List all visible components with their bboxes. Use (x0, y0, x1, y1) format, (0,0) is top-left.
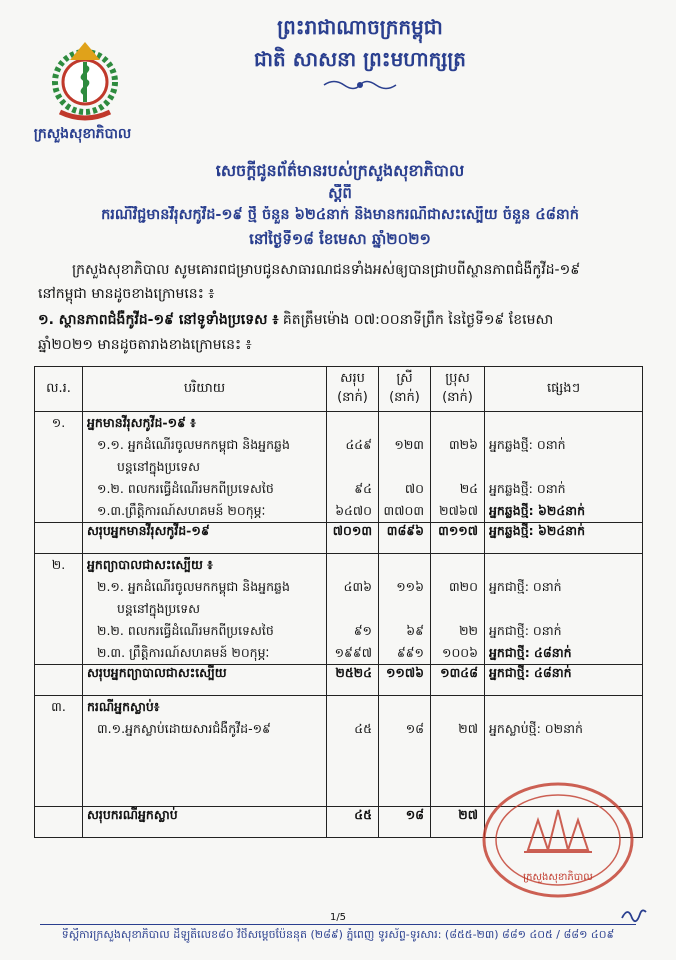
ministry-logo-icon (40, 38, 130, 124)
total-label: សរុបអ្នកព្យាបាលជាសះស្បើយ (83, 665, 327, 696)
signature-icon (618, 904, 648, 926)
row-note: អ្នកជាថ្មី: ០នាក់ អ្នកជាថ្មី: ០នាក់ អ្នកជាថ្មី: ៤៨នាក់ (485, 554, 643, 665)
ornament-icon (322, 78, 398, 92)
total-note: អ្នកឆ្លងថ្មី: ៦២៤នាក់ (485, 523, 643, 554)
total-total: ៧០១៣ (327, 523, 379, 554)
section-1-line-2: ឆ្នាំ២០២១ មានដូចតារាងខាងក្រោមនេះ ៖ (38, 337, 252, 353)
row-total: ៤៤៩ ៩៤ ៦៤៧០ (327, 412, 379, 523)
total-male: ១៣៤៨ (431, 665, 485, 696)
total-label: សរុបករណីអ្នកស្លាប់ (83, 807, 327, 838)
announcement-title: សេចក្តីជូនព័ត៌មានរបស់ក្រសួងសុខាភិបាល (215, 161, 465, 180)
row-female: ១៨ (379, 696, 431, 807)
header-female-label: ស្រី (396, 371, 413, 386)
total-female: ៣៨៩៦ (379, 523, 431, 554)
section-title: ករណីអ្នកស្លាប់៖ (87, 699, 160, 714)
section-1-heading: ១. ស្ថានភាពជំងឺកូវីដ-១៩ នៅទូទាំងប្រទេស ៖ (38, 312, 279, 328)
header-total (327, 367, 379, 412)
official-seal-icon (480, 780, 636, 900)
table-total-row (35, 665, 643, 696)
announcement-subject-label: ស្តីពី (328, 184, 352, 202)
header-other: ផ្សេងៗ (485, 367, 643, 412)
seal-text: ក្រសួងសុខាភិបាល (523, 872, 593, 883)
section-1-line (38, 310, 553, 331)
total-female: ១៨ (379, 807, 431, 838)
table-row (35, 554, 643, 665)
header-female-unit: (នាក់) (389, 390, 420, 405)
row-female: ១១៦ ៦៩ ៩៩១ (379, 554, 431, 665)
intro-line-1: ក្រសួងសុខាភិបាល សូមគោរពជម្រាបជូនសាធារណជនទាំងអស់ឲ្យបានជ្រាបពីស្ថានភាពជំងឺកូវីដ-១៩ (72, 262, 581, 278)
row-number: ២. (35, 554, 83, 665)
row-number: ៣. (35, 696, 83, 807)
total-female: ១១៧៦ (379, 665, 431, 696)
row-number: ១. (35, 412, 83, 523)
header-male-unit: (នាក់) (442, 390, 473, 405)
total-male: ៣១១៧ (431, 523, 485, 554)
row-number (35, 665, 83, 696)
row-male: ៣២៦ ២៤ ២៧៦៧ (431, 412, 485, 523)
announcement-subject: ករណីវិជ្ជមានវីរុសកូវីដ-១៩ ថ្មី ចំនួន ៦២៤នាក់ និងមានករណីជាសះស្បើយ ចំនួន ៤៨នាក់ (101, 207, 579, 223)
statistics-table (34, 366, 643, 838)
row-total: ៤៥ (327, 696, 379, 807)
row-total: ៤៣៦ ៩១ ១៩៩៧ (327, 554, 379, 665)
row-number (35, 807, 83, 838)
header-description: បរិយាយ (83, 367, 327, 412)
row-female: ១២៣ ៧០ ៣៧០៣ (379, 412, 431, 523)
row-description: អ្នកព្យាបាលជាសះស្បើយ ៖ ២.១. អ្នកដំណើរចូលមកកម្ពុជា និងអ្នកឆ្លង បន្តនៅក្នុងប្រទេស ២.២. ពលករធ្វើដំណើរមកពីប្រទេសថៃ ២.៣. ព្រឹត្តិការណ៍សហគមន៍ ២០កុម្ភៈ (83, 554, 327, 665)
page-number: 1/5 (329, 912, 347, 923)
header-male (431, 367, 485, 412)
row-number (35, 523, 83, 554)
row-note: អ្នកឆ្លងថ្មី: ០នាក់ អ្នកឆ្លងថ្មី: ០នាក់ អ្នកឆ្លងថ្មី: ៦២៤នាក់ (485, 412, 643, 523)
row-description: ករណីអ្នកស្លាប់៖ ៣.១.អ្នកស្លាប់ដោយសារជំងឺកូវីដ-១៩ (83, 696, 327, 807)
total-male: ២៧ (431, 807, 485, 838)
ministry-label: ក្រសួងសុខាភិបាល (33, 126, 132, 142)
announcement-date: នៅថ្ងៃទី១៨ ខែមេសា ឆ្នាំ២០២១ (249, 230, 431, 248)
intro-line-2: នៅកម្ពុជា មានដូចខាងក្រោមនេះ ៖ (38, 286, 215, 302)
table-header-row (35, 367, 643, 412)
row-description: អ្នកមានវីរុសកូវីដ-១៩ ៖ ១.១. អ្នកដំណើរចូលមកកម្ពុជា និងអ្នកឆ្លង បន្តនៅក្នុងប្រទេស ១.២. ពលករធ្វើដំណើរមកពីប្រទេសថៃ ១.៣.ព្រឹត្តិការណ៍សហគមន៍ ២០កុម្ភៈ (83, 412, 327, 523)
motto-heading: ជាតិ សាសនា ព្រះមហាក្សត្រ (254, 47, 466, 71)
row-male: ៣២០ ២២ ១០០៦ (431, 554, 485, 665)
total-note: អ្នកជាថ្មី: ៤៨នាក់ (485, 665, 643, 696)
total-total: ៤៥ (327, 807, 379, 838)
section-title: អ្នកព្យាបាលជាសះស្បើយ ៖ (87, 557, 213, 572)
header-total-label: សរុប (340, 371, 365, 386)
total-total: ២៥២៤ (327, 665, 379, 696)
table-row (35, 412, 643, 523)
table-total-row (35, 523, 643, 554)
header-total-unit: (នាក់) (337, 390, 368, 405)
row-note: អ្នកស្លាប់ថ្មី: ០២នាក់ (485, 696, 643, 807)
section-1-text: គិតត្រឹមម៉ោង ០៧:០០នាទីព្រឹក នៃថ្ងៃទី១៩ ខែមេសា (278, 312, 554, 328)
total-label: សរុបអ្នកមានវីរុសកូវីដ-១៩ (83, 523, 327, 554)
header-female (379, 367, 431, 412)
footer-divider (40, 924, 636, 925)
header-no: ល.រ. (35, 367, 83, 412)
section-title: អ្នកមានវីរុសកូវីដ-១៩ ៖ (87, 415, 196, 430)
footer-address: ទីស្តីការក្រសួងសុខាភិបាល ដីឡូតិលេខ៨០ វិថីសម្តេចប៉ែននុត (២៨៩) ភ្នំពេញ ទូរស័ព្ទ-ទូរសារ: (៨៥៥-២៣) ៨៨១ ៤០៥ / ៨៨១ ៤០៩ (61, 928, 615, 941)
row-male: ២៧ (431, 696, 485, 807)
header-male-label: ប្រុស (445, 371, 470, 386)
kingdom-heading: ព្រះរាជាណាចក្រកម្ពុជា (277, 15, 443, 39)
